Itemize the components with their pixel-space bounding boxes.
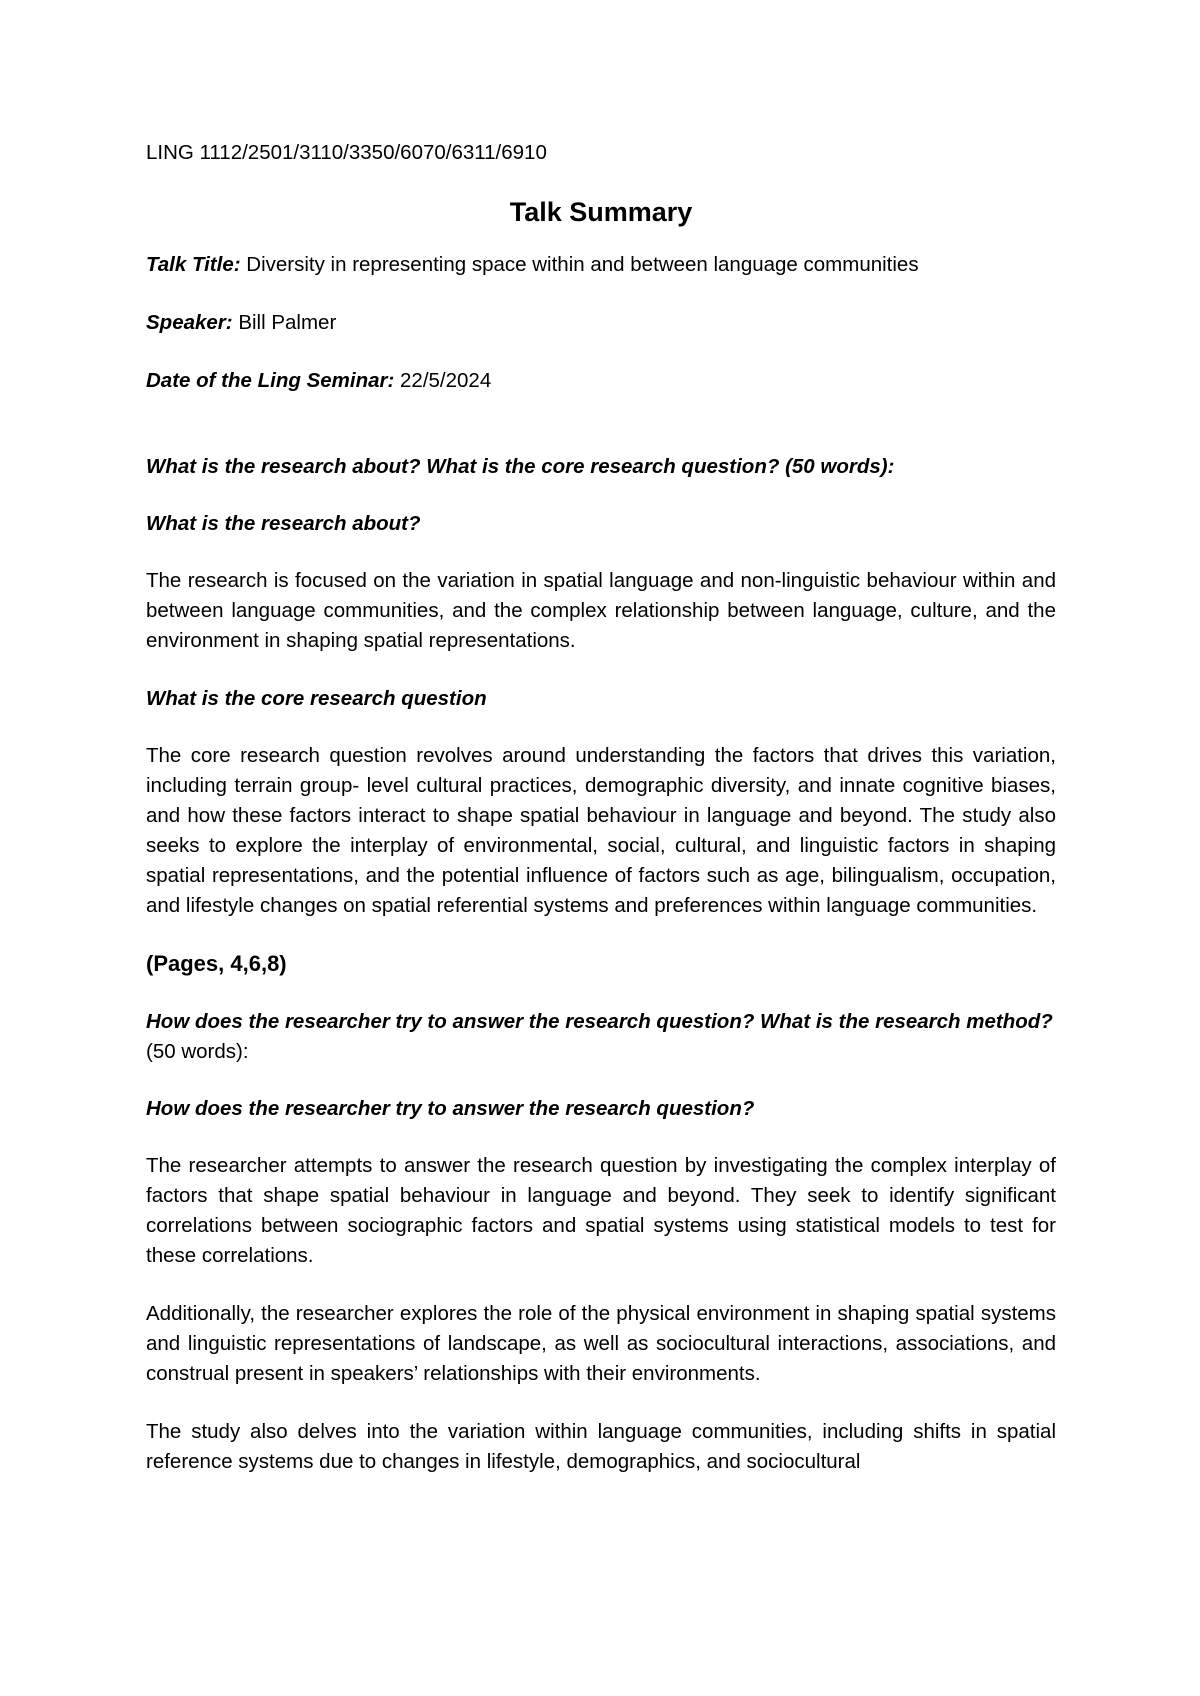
seminar-date-value: 22/5/2024 bbox=[400, 369, 492, 392]
method-answer-paragraph-1: The researcher attempts to answer the research question by investigating the complex interplay of factors that shape spatial behaviour in language and beyond. They seek to identify significant correlations between sociographic factors and spatial systems using statistical models to test for these correlations. bbox=[146, 1154, 1056, 1267]
document-title: Talk Summary bbox=[509, 197, 693, 227]
method-answer-paragraph-2: Additionally, the researcher explores the role of the physical environment in shaping spatial systems and linguistic representations of landscape, as well as sociocultural interactions, associations, and construal present in speakers’ relationships with their environments. bbox=[146, 1302, 1056, 1385]
core-question-heading: What is the core research question bbox=[146, 687, 487, 710]
core-question-answer: The core research question revolves around understanding the factors that drives this variation, including terrain group- level cultural practices, demographic diversity, and innate cognitive biases, and how these factors interact to shape spatial behaviour in language and beyond. The study also seeks to explore the interplay of environmental, social, cultural, and linguistic factors in shaping spatial representations, and the potential influence of factors such as age, bilingualism, occupation, and lifestyle changes on spatial referential systems and preferences within language communities. bbox=[146, 744, 1056, 917]
research-about-heading: What is the research about? bbox=[146, 512, 421, 535]
speaker-label: Speaker: bbox=[146, 311, 233, 334]
method-answer-paragraph-3: The study also delves into the variation within language communities, including shifts in spatial reference systems due to changes in lifestyle, demographics, and sociocultural bbox=[146, 1420, 1056, 1473]
section2-prompt bbox=[146, 1007, 1056, 1067]
document-page bbox=[146, 138, 1056, 1505]
talk-title-value: Diversity in representing space within and between language communities bbox=[246, 253, 919, 276]
seminar-date-line bbox=[146, 366, 1056, 396]
section2-prompt-wordcount: (50 words): bbox=[146, 1040, 249, 1063]
section2-prompt-emphasis: How does the researcher try to answer the research question? What is the research method? bbox=[146, 1010, 1053, 1033]
course-code: LING 1112/2501/3110/3350/6070/6311/6910 bbox=[146, 141, 547, 164]
method-heading: How does the researcher try to answer the research question? bbox=[146, 1097, 755, 1120]
pages-reference: (Pages, 4,6,8) bbox=[146, 951, 287, 976]
seminar-date-label: Date of the Ling Seminar: bbox=[146, 369, 395, 392]
section1-prompt: What is the research about? What is the core research question? (50 words): bbox=[146, 455, 895, 478]
talk-title-line bbox=[146, 250, 1056, 280]
talk-title-label: Talk Title: bbox=[146, 253, 241, 276]
speaker-value: Bill Palmer bbox=[238, 311, 337, 334]
speaker-line bbox=[146, 308, 1056, 338]
research-about-answer: The research is focused on the variation in spatial language and non-linguistic behaviour within and between language communities, and the complex relationship between language, culture, and the environment in shaping spatial representations. bbox=[146, 569, 1056, 652]
